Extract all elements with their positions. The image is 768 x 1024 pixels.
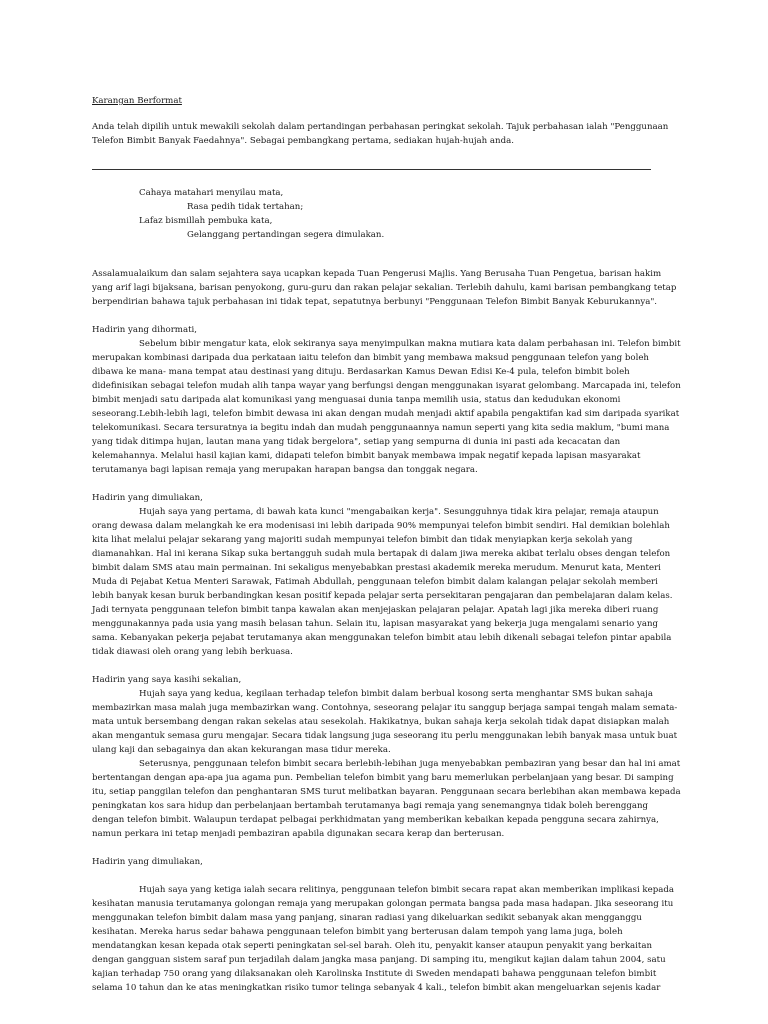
- pantun-line: Cahaya matahari menyilau mata,: [139, 188, 284, 198]
- blank-line: [92, 869, 682, 883]
- body-paragraph: Seterusnya, penggunaan telefon bimbit secara berlebih-lebihan juga menyebabkan pembaziran yang besar dan hal ini amat bertentangan dengan apa-apa jua agama pun. Pembelian telefon bimbit yang baru memerlukan perbelanjaan yang besar. Di samping itu, setiap panggilan telefon dan penghantaran SMS turut melibatkan bayaran. Penggunaan secara berlebihan akan membawa kepada peningkatan kos sara hidup dan perbelanjaan bertambah terutamanya bagi remaja yang senemangnya tidak boleh berenggang dengan telefon bimbit. Walaupun terdapat pelbagai perkhidmatan yang memberikan kebaikan kepada pengguna secara zahirnya, namun perkara ini tetap menjadi pembaziran apabila digunakan secara kerap dan berterusan.: [92, 759, 681, 839]
- salutation: Hadirin yang saya kasihi sekalian,: [92, 675, 242, 685]
- pantun-line: Gelanggang pertandingan segera dimulakan.: [187, 230, 385, 240]
- body-paragraph: Hujah saya yang kedua, kegilaan terhadap telefon bimbit dalam berbual kosong serta menghantar SMS bukan sahaja membazirkan masa malah juga membazirkan wang. Contohnya, seseorang pelajar itu sanggup berjaga sampai tengah malam semata-mata untuk bersembang dengan rakan sekelas atau sesekolah. Hakikatnya, bukan sahaja kerja sekolah tidak dapat disiapkan malah akan mengantuk semasa guru mengajar. Secara tidak langsung juga seseorang itu perlu menggunakan lebih banyak masa untuk buat ulang kaji dan sebagainya dan akan kekurangan masa tidur mereka.: [92, 689, 678, 755]
- document-heading: Karangan Berformat: [92, 96, 182, 106]
- body-paragraph: Sebelum bibir mengatur kata, elok sekiranya saya menyimpulkan makna mutiara kata dalam perbahasan ini. Telefon bimbit merupakan kombinasi daripada dua perkataan iaitu telefon dan bimbit yang membawa maksud penggunaan telefon yang boleh dibawa ke mana- mana tempat atau destinasi yang dituju. Berdasarkan Kamus Dewan Edisi Ke-4 pula, telefon bimbit boleh didefinisikan sebagai telefon mudah alih tanpa wayar yang berfungsi dengan menggunakan isyarat gelombang. Marcapada ini, telefon bimbit menjadi satu daripada alat komunikasi yang menguasai dunia tanpa memilih usia, status dan kedudukan ekonomi seseorang.Lebih-lebih lagi, telefon bimbit dewasa ini akan dengan mudah menjadi aktif apabila pengaktifan kad sim daripada syarikat telekomunikasi. Secara tersuratnya ia begitu indah dan mudah penggunaannya namun seperti yang kita sedia maklum, "bumi mana yang tidak ditimpa hujan, lautan mana yang tidak bergelora", setiap yang sempurna di dunia ini pasti ada kecacatan dan kelemahannya. Melalui hasil kajian kami, didapati telefon bimbit banyak membawa impak negatif kepada lapisan masyarakat terutamanya bagi lapisan remaja yang merupakan harapan bangsa dan tonggak negara.: [92, 339, 681, 475]
- question-prompt: Anda telah dipilih untuk mewakili sekolah dalam pertandingan perbahasan peringkat sekolah. Tajuk perbahasan ialah "Penggunaan Telefon Bimbit Banyak Faedahnya". Sebagai pembangkang pertama, sediakan hujah-hujah anda.: [92, 122, 669, 146]
- pantun-line: Rasa pedih tidak tertahan;: [187, 202, 304, 212]
- opening-pantun: [139, 186, 539, 242]
- pantun-line: Lafaz bismillah pembuka kata,: [139, 216, 273, 226]
- salutation: Hadirin yang dimuliakan,: [92, 857, 203, 867]
- salutation: Hadirin yang dihormati,: [92, 325, 198, 335]
- body-paragraph: Hujah saya yang pertama, di bawah kata kunci "mengabaikan kerja". Sesungguhnya tidak kira pelajar, remaja ataupun orang dewasa dalam melangkah ke era modenisasi ini lebih daripada 90% mempunyai telefon bimbit sendiri. Hal demikian bolehlah kita lihat melalui pelajar sekarang yang majoriti sudah mempunyai telefon bimbit dan tidak menyiapkan kerja sekolah yang diamanahkan. Hal ini kerana Sikap suka bertangguh sudah mula bertapak di dalam jiwa mereka akibat terlalu obses dengan telefon bimbit dalam SMS atau main permainan. Ini sekaligus menyebabkan prestasi akademik mereka merudum. Menurut kata, Menteri Muda di Pejabat Ketua Menteri Sarawak, Fatimah Abdullah, penggunaan telefon bimbit dalam kalangan pelajar sekolah memberi lebih banyak kesan buruk berbandingkan kesan positif kepada pelajar serta persekitaran pengajaran dan pembelajaran dalam kelas. Jadi ternyata penggunaan telefon bimbit tanpa kawalan akan menjejaskan pelajaran pelajar. Apatah lagi jika mereka diberi ruang menggunakannya pada usia yang masih belasan tahun. Selain itu, lapisan masyarakat yang bekerja juga mengalami senario yang sama. Kebanyakan pekerja pejabat terutamanya akan menggunakan telefon bimbit atau lebih dikenali sebagai telefon pintar apabila tidak diawasi oleh orang yang lebih berkuasa.: [92, 507, 673, 657]
- body-paragraph: Hujah saya yang ketiga ialah secara relitinya, penggunaan telefon bimbit secara rapat akan memberikan implikasi kepada kesihatan manusia terutamanya golongan remaja yang merupakan golongan permata bangsa pada masa hadapan. Jika seseorang itu menggunakan telefon bimbit dalam masa yang panjang, sinaran radiasi yang dikeluarkan sedikit sebanyak akan mengganggu kesihatan. Mereka harus sedar bahawa penggunaan telefon bimbit yang berterusan dalam tempoh yang lama juga, boleh mendatangkan kesan kepada otak seperti peningkatan sel-sel barah. Oleh itu, penyakit kanser ataupun penyakit yang berkaitan dengan gangguan sistem saraf pun terjadilah dalam jangka masa panjang. Di samping itu, mengikut kajian dalam tahun 2004, satu kajian terhadap 750 orang yang dilaksanakan oleh Karolinska Institute di Sweden mendapati bahawa penggunaan telefon bimbit selama 10 tahun dan ke atas meningkatkan risiko tumor telinga sebanyak 4 kali., telefon bimbit akan mengeluarkan sejenis kadar: [92, 885, 674, 993]
- horizontal-divider: [92, 169, 651, 170]
- essay-body: [92, 267, 682, 995]
- opening-paragraph: Assalamualaikum dan salam sejahtera saya ucapkan kepada Tuan Pengerusi Majlis. Yang Berusaha Tuan Pengetua, barisan hakim yang arif lagi bijaksana, barisan penyokong, guru-guru dan rakan pelajar sekalian. Terlebih dahulu, kami barisan pembangkang tetap berpendirian bahawa tajuk perbahasan ini tidak tepat, sepatutnya berbunyi "Penggunaan Telefon Bimbit Banyak Keburukannya".: [92, 269, 677, 307]
- salutation: Hadirin yang dimuliakan,: [92, 493, 203, 503]
